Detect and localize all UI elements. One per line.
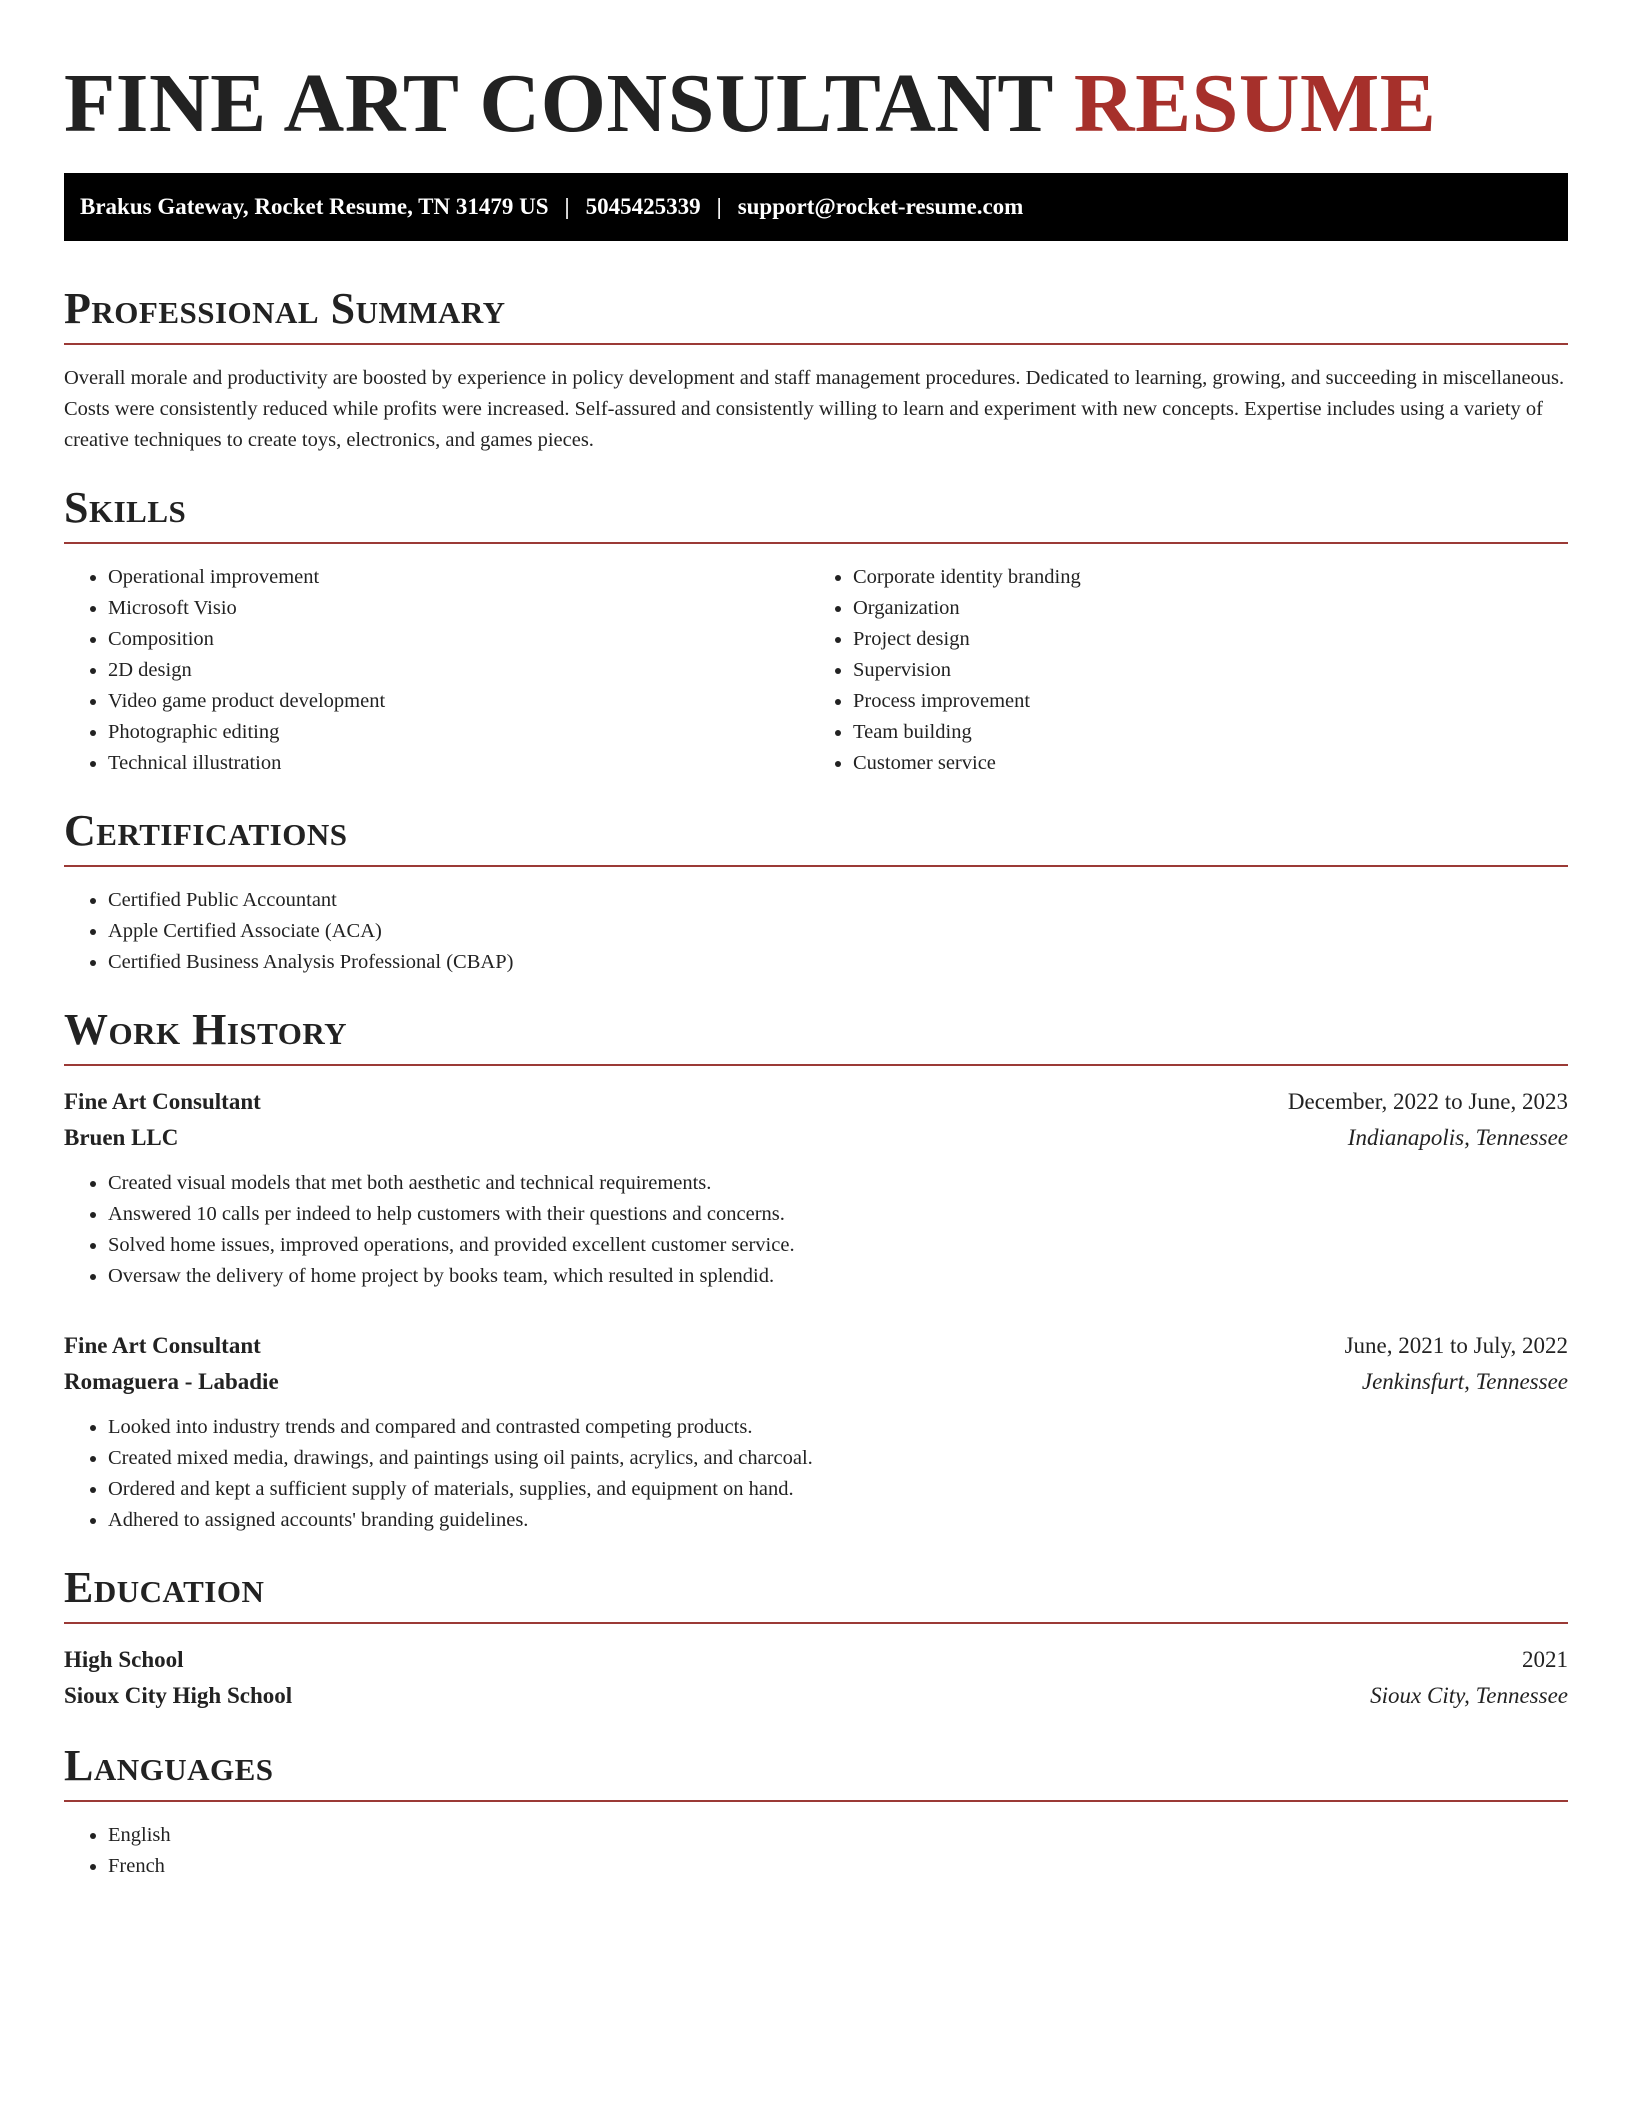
title-main: FINE ART CONSULTANT — [64, 57, 1053, 150]
education-entry — [64, 1642, 1568, 1714]
language-item: • French — [108, 1851, 1568, 1882]
skill-item: • Customer service — [853, 748, 1568, 779]
summary-section — [64, 283, 1568, 456]
contact-separator: | — [716, 193, 722, 219]
education-school: Sioux City High School — [64, 1682, 293, 1708]
languages-section — [64, 1740, 1568, 1882]
skill-item: • Microsoft Visio — [108, 593, 823, 624]
education-year: 2021 — [1522, 1646, 1568, 1672]
job-duty: • Looked into industry trends and compared and contrasted competing products. — [108, 1412, 1568, 1443]
title-accent: RESUME — [1073, 57, 1437, 150]
skill-item: • Project design — [853, 624, 1568, 655]
contact-address: Brakus Gateway, Rocket Resume, TN 31479 US — [80, 193, 549, 219]
job-duty: • Created mixed media, drawings, and paintings using oil paints, acrylics, and charcoal. — [108, 1443, 1568, 1474]
skill-item: • Supervision — [853, 655, 1568, 686]
work-history-section — [64, 1004, 1568, 1536]
job-title-row — [64, 1328, 1568, 1364]
education-degree-row — [64, 1642, 1568, 1678]
job-entry — [64, 1084, 1568, 1292]
resume-title — [64, 56, 1568, 153]
certifications-heading: Certifications — [64, 809, 1568, 867]
education-degree: High School — [64, 1646, 184, 1672]
skills-column-2 — [823, 562, 1568, 779]
job-duty: • Ordered and kept a sufficient supply of materials, supplies, and equipment on hand. — [108, 1474, 1568, 1505]
skill-item: • Organization — [853, 593, 1568, 624]
skill-item: • Photographic editing — [108, 717, 823, 748]
education-school-row — [64, 1678, 1568, 1714]
job-duty: • Oversaw the delivery of home project by books team, which resulted in splendid. — [108, 1261, 1568, 1292]
skill-item: • Corporate identity branding — [853, 562, 1568, 593]
education-location: Sioux City, Tennessee — [1370, 1682, 1568, 1708]
job-duties — [64, 1168, 1568, 1292]
skills-heading: Skills — [64, 486, 1568, 544]
skill-item: • Composition — [108, 624, 823, 655]
skills-grid — [64, 562, 1568, 779]
education-section — [64, 1562, 1568, 1714]
contact-phone: 5045425339 — [585, 193, 701, 219]
skills-column-1 — [64, 562, 823, 779]
skills-section — [64, 482, 1568, 779]
job-location: Indianapolis, Tennessee — [1347, 1124, 1568, 1150]
job-duty: • Adhered to assigned accounts' branding guidelines. — [108, 1505, 1568, 1536]
job-duty: • Solved home issues, improved operations, and provided excellent customer service. — [108, 1230, 1568, 1261]
language-item: • English — [108, 1820, 1568, 1851]
contact-email: support@rocket-resume.com — [737, 193, 1024, 219]
certification-item: • Apple Certified Associate (ACA) — [108, 916, 1568, 947]
certification-item: • Certified Business Analysis Professional (CBAP) — [108, 947, 1568, 978]
summary-heading: Professional Summary — [64, 287, 1568, 345]
work-history-heading: Work History — [64, 1008, 1568, 1066]
job-duties — [64, 1412, 1568, 1536]
job-title-row — [64, 1084, 1568, 1120]
contact-separator: | — [564, 193, 570, 219]
job-dates: June, 2021 to July, 2022 — [1344, 1332, 1568, 1358]
contact-bar — [64, 173, 1568, 241]
skill-item: • Operational improvement — [108, 562, 823, 593]
job-dates: December, 2022 to June, 2023 — [1287, 1088, 1568, 1114]
languages-list — [64, 1820, 1568, 1882]
summary-text: Overall morale and productivity are boosted by experience in policy development and staff management procedures. Dedicated to learning, growing, and succeeding in miscellaneous. Costs were consistently reduced while profits were increased. Self-assured and consistently willing to learn and experiment with new concepts. Expertise includes using a variety of creative techniques to create toys, electronics, and games pieces. — [64, 366, 1565, 451]
job-duty: • Created visual models that met both aesthetic and technical requirements. — [108, 1168, 1568, 1199]
job-company-row — [64, 1120, 1568, 1156]
job-company: Romaguera - Labadie — [64, 1368, 279, 1394]
languages-heading: Languages — [64, 1744, 1568, 1802]
job-location: Jenkinsfurt, Tennessee — [1361, 1368, 1568, 1394]
certification-item: • Certified Public Accountant — [108, 885, 1568, 916]
job-title: Fine Art Consultant — [64, 1088, 261, 1114]
skill-item: • 2D design — [108, 655, 823, 686]
certifications-section — [64, 805, 1568, 978]
skill-item: • Team building — [853, 717, 1568, 748]
job-title: Fine Art Consultant — [64, 1332, 261, 1358]
job-company: Bruen LLC — [64, 1124, 179, 1150]
skill-item: • Process improvement — [853, 686, 1568, 717]
job-entry — [64, 1328, 1568, 1536]
job-duty: • Answered 10 calls per indeed to help customers with their questions and concerns. — [108, 1199, 1568, 1230]
skill-item: • Video game product development — [108, 686, 823, 717]
skill-item: • Technical illustration — [108, 748, 823, 779]
job-company-row — [64, 1364, 1568, 1400]
education-heading: Education — [64, 1566, 1568, 1624]
certifications-list — [64, 885, 1568, 978]
